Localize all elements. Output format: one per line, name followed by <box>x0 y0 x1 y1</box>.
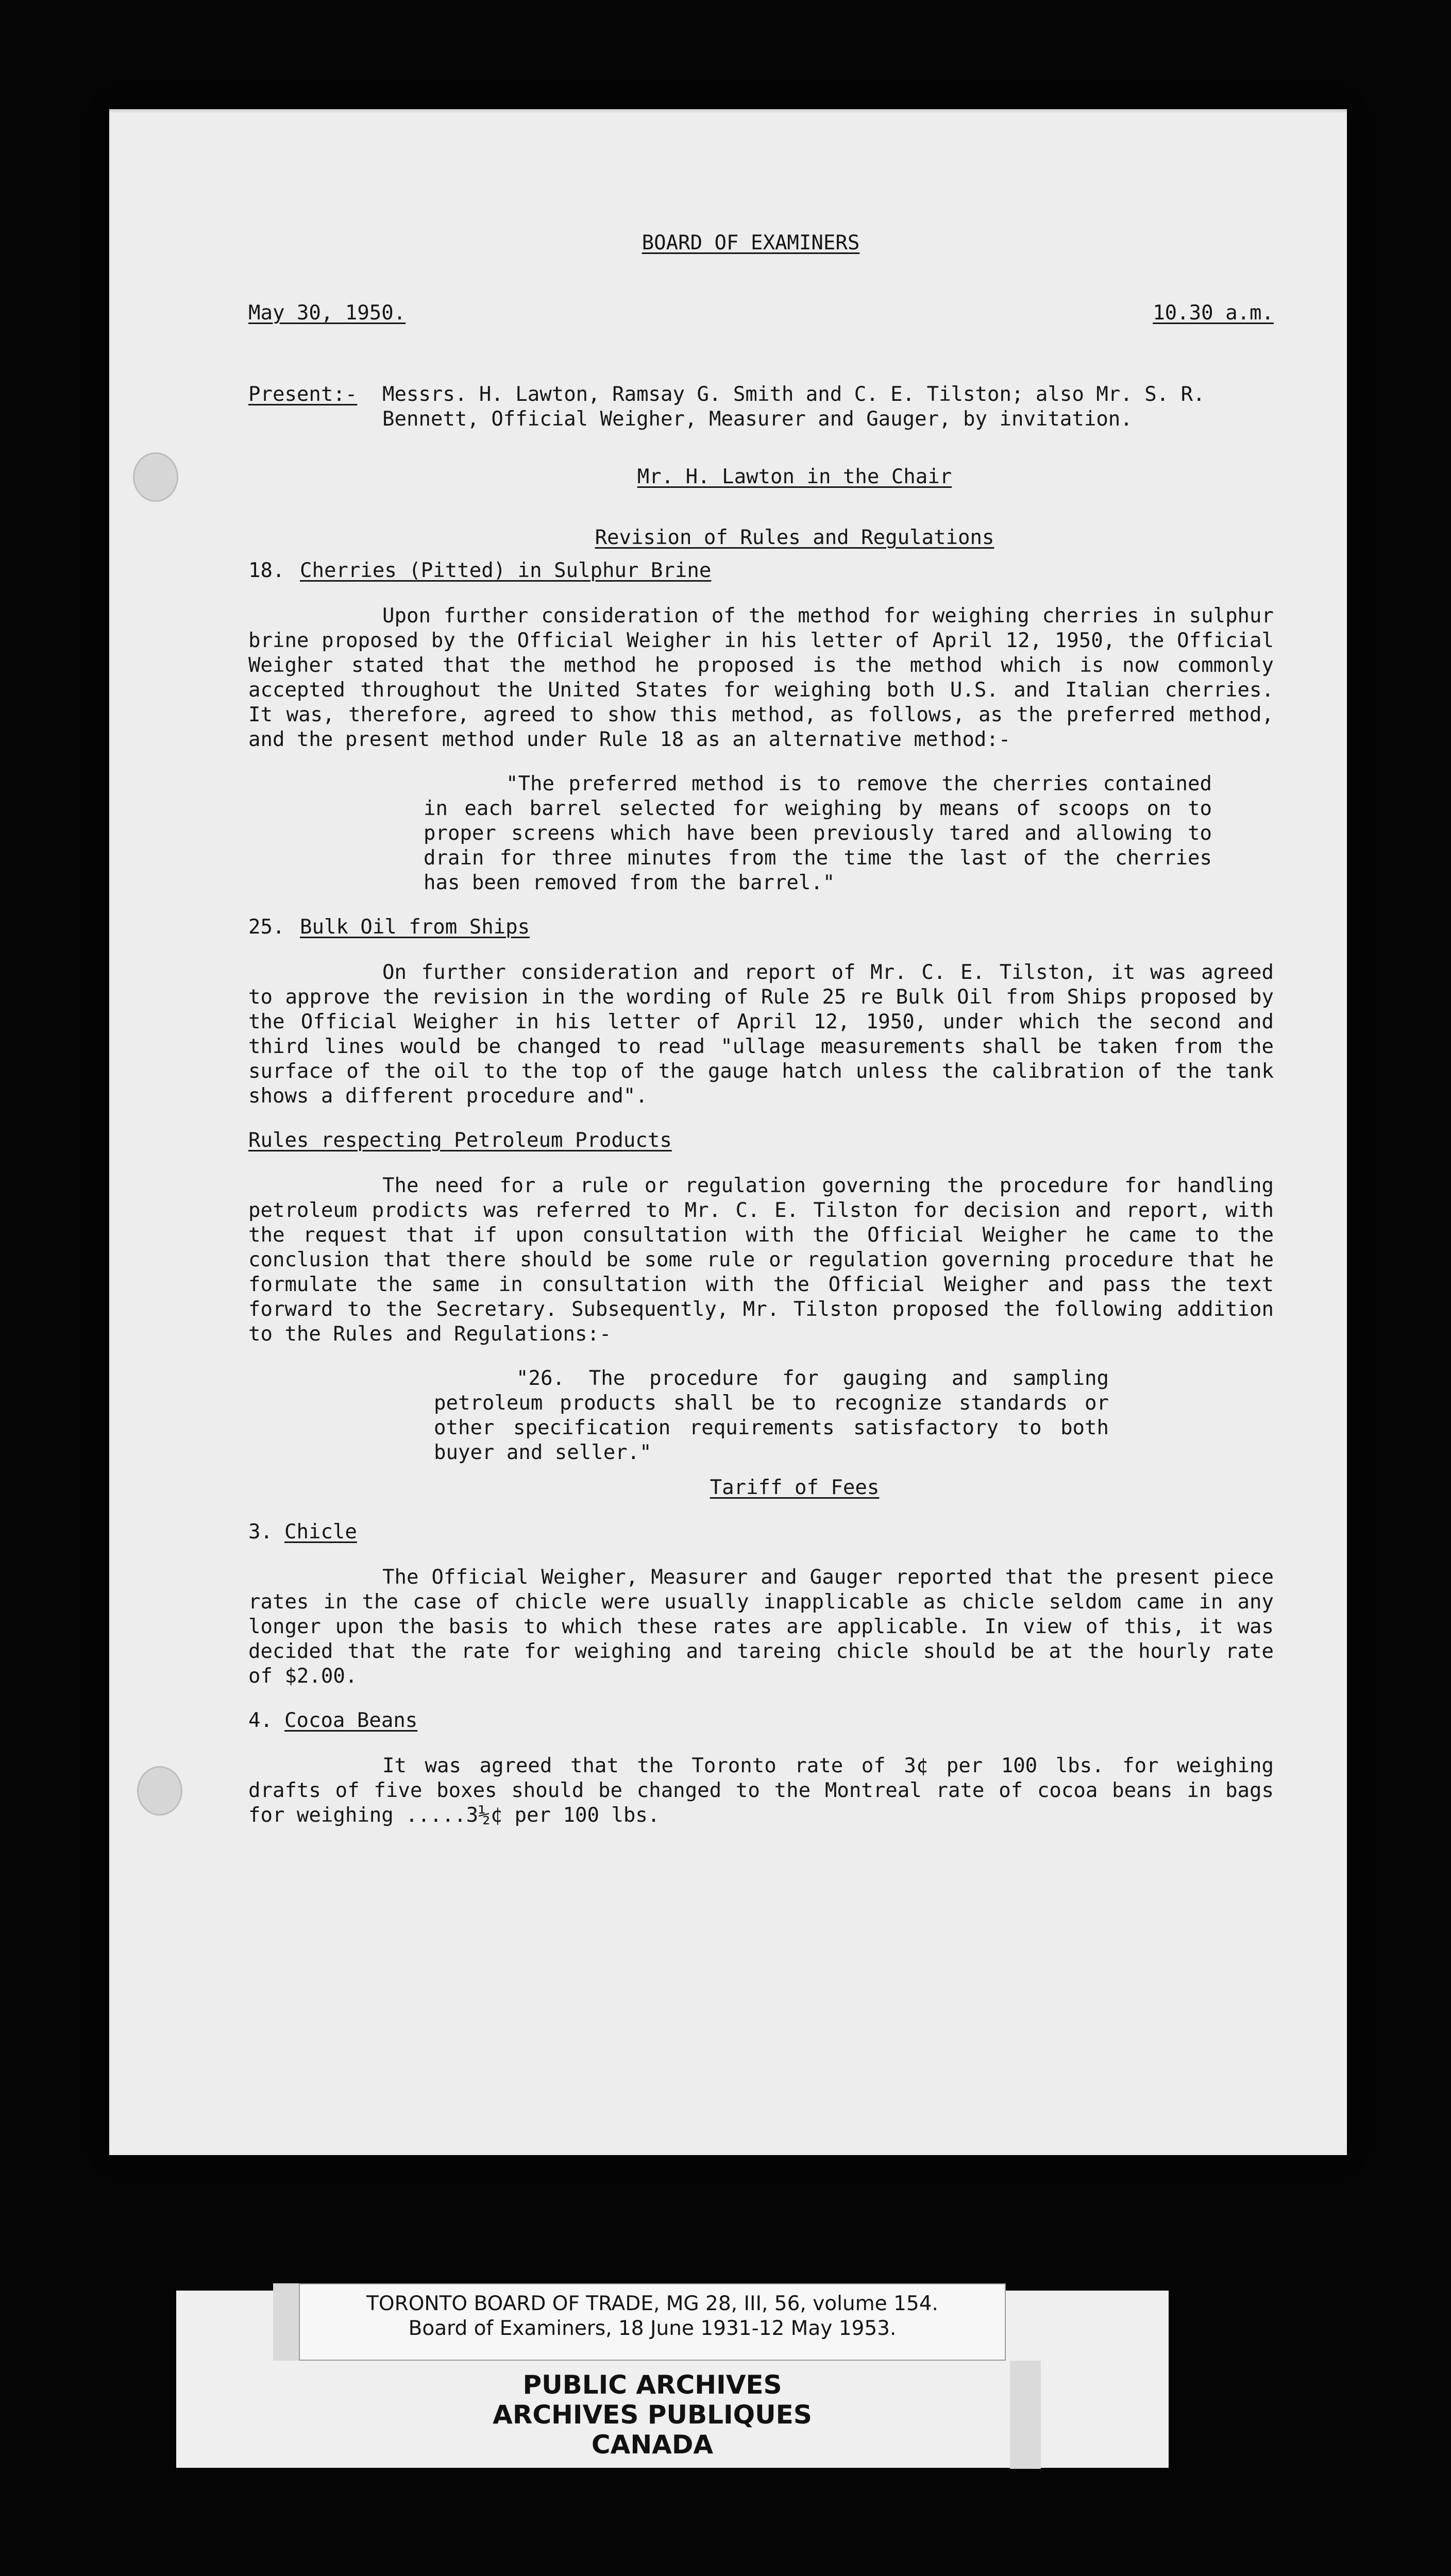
stamp-line-3: CANADA <box>591 2430 714 2460</box>
section-heading-petroleum: Rules respecting Petroleum Products <box>248 1129 672 1152</box>
paragraph-cherries: Upon further consideration of the method for weighing cherries in sulphur brine proposed by the Official Weigher in his letter of April 12, 1950, the Official Weigher stated that the method he proposed is the method which is now commonly accepted throughout the United States for weighing both U.S. and Italian cherries. It was, therefore, agreed to show this method, as follows, as the preferred method, and the present method under Rule 18 as an alternative method:- <box>248 604 1274 751</box>
attendance <box>248 382 1274 432</box>
document-title: BOARD OF EXAMINERS <box>642 231 860 255</box>
attendees-text: Messrs. H. Lawton, Ramsay G. Smith and C. E. Tilston; also Mr. S. R. Bennett, Official Weigher, Measurer and Gauger, by invitation. <box>382 383 1205 431</box>
quote-preferred-method: "The preferred method is to remove the cherries contained in each barrel selected for weighing by means of scoops on to proper screens which have been previously tared and allowing to drain for three minutes from the time the last of the cherries has been removed from the barrel." <box>424 772 1212 894</box>
paragraph-cocoa: It was agreed that the Toronto rate of 3¢ per 100 lbs. for weighing drafts of five boxes should be changed to the Montreal rate of cocoa beans in bags for weighing .....3½¢ per 100 lbs. <box>248 1754 1274 1827</box>
present-label: Present:- <box>248 383 358 406</box>
stamp-line-1: PUBLIC ARCHIVES <box>522 2370 782 2400</box>
chair-line: Mr. H. Lawton in the Chair <box>637 465 952 488</box>
meeting-date: May 30, 1950. <box>248 301 406 325</box>
punch-hole <box>137 1766 182 1816</box>
stamp-notch <box>1010 2361 1041 2469</box>
minutes-body <box>248 231 1274 1828</box>
archive-reference-line-1: TORONTO BOARD OF TRADE, MG 28, III, 56, volume 154. <box>366 2292 938 2315</box>
paragraph-bulk-oil: On further consideration and report of Mr. C. E. Tilston, it was agreed to approve the revision in the wording of Rule 25 re Bulk Oil from Ships proposed by the Official Weigher in his letter of April 12, 1950, under which the second and third lines would be changed to read "ullage measurements shall be taken from the surface of the oil to the top of the gauge hatch unless the calibration of the tank shows a different procedure and". <box>248 961 1274 1108</box>
stamp-line-2: ARCHIVES PUBLIQUES <box>493 2400 812 2430</box>
archive-reference-line-2: Board of Examiners, 18 June 1931-12 May 1953. <box>408 2317 897 2340</box>
public-archives-stamp <box>299 2370 1006 2463</box>
section-heading-cocoa: 4. Cocoa Beans <box>248 1709 418 1732</box>
paragraph-chicle: The Official Weigher, Measurer and Gauger reported that the present piece rates in the case of chicle were usually inapplicable as chicle seldom came in any longer upon the basis to which these rates are applicable. In view of this, it was decided that the rate for weighing and tareing chicle should be at the hourly rate of $2.00. <box>248 1566 1274 1688</box>
section-heading-25: 25. Bulk Oil from Ships <box>248 916 530 939</box>
punch-hole <box>133 452 178 502</box>
section-heading-chicle: 3. Chicle <box>248 1520 357 1544</box>
paragraph-petroleum: The need for a rule or regulation governing the procedure for handling petroleum prodicts was referred to Mr. C. E. Tilston for decision and report, with the request that if upon consultation with the Official Weigher he came to the conclusion that there should be some rule or regulation governing procedure that he formulate the same in consultation with the Official Weigher and pass the text forward to the Secretary. Subsequently, Mr. Tilston proposed the following addition to the Rules and Regulations:- <box>248 1174 1274 1346</box>
quote-rule-26: "26. The procedure for gauging and sampling petroleum products shall be to recognize standards or other specification requirements satisfactory to both buyer and seller." <box>434 1367 1109 1464</box>
section-heading-18: 18. Cherries (Pitted) in Sulphur Brine <box>248 559 712 582</box>
archive-reference-label <box>299 2283 1006 2361</box>
stamp-notch <box>273 2283 299 2361</box>
meeting-time: 10.30 a.m. <box>1153 301 1274 325</box>
tariff-heading: Tariff of Fees <box>710 1476 880 1499</box>
revision-heading: Revision of Rules and Regulations <box>595 526 994 549</box>
date-time-row <box>248 301 1274 326</box>
document-page <box>109 109 1347 2155</box>
